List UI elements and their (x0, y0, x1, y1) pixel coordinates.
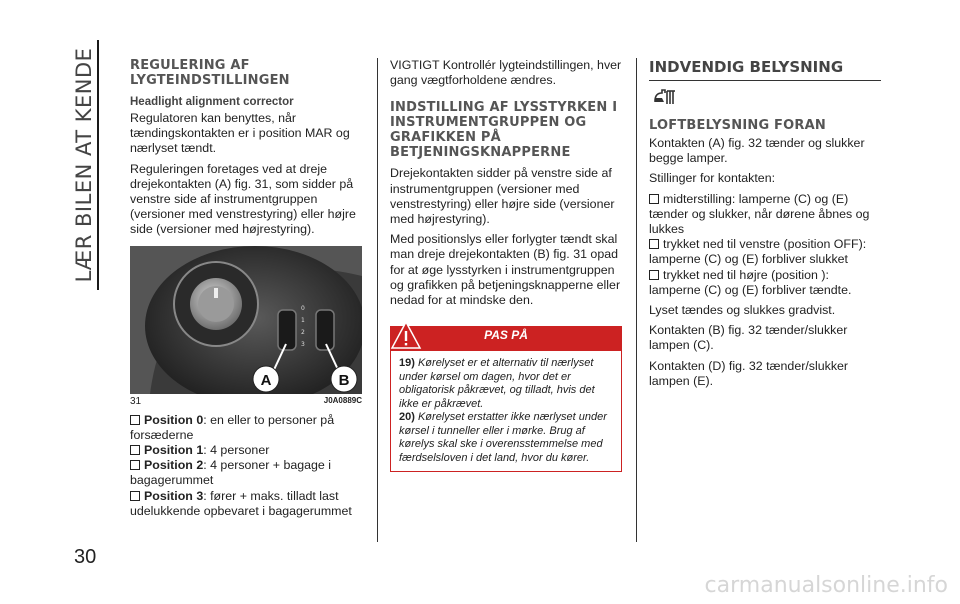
column-3 (649, 58, 881, 394)
paragraph: Drejekontakten sidder på venstre side af instrumentgruppen (versioner med venstrestyring) eller højre side (versioner med højrestyring). (390, 166, 615, 227)
bullet-box-icon (649, 239, 659, 249)
position-text: : 4 personer (203, 443, 270, 458)
list-item (130, 413, 362, 443)
list-item (130, 489, 362, 519)
caution-item (399, 357, 613, 411)
bullet-box-icon (130, 491, 140, 501)
watermark: carmanualsonline.info (704, 573, 948, 598)
figure-number: 31 (130, 395, 142, 407)
bullet-box-icon (130, 460, 140, 470)
position-text: : 4 personer + bagage i bagagerummet (130, 458, 332, 488)
paragraph: VIGTIGT Kontrollér lygteindstillingen, hver gang vægtforholdene ændres. (390, 58, 622, 88)
caution-text: Kørelyset er et alternativ til nærlyset under kørsel om dagen, hvor det er obligatorisk påkrævet, og tilladt, hvis det ikke er påkrævet. (399, 357, 595, 410)
bullet-box-icon (130, 415, 140, 425)
list-item-text: midterstilling: lamperne (C) og (E) tænder og slukker, når dørene åbnes og lukkes (649, 191, 870, 237)
label-a: A (260, 371, 272, 389)
caution-number: 20) (399, 411, 415, 424)
figure-31-photo (130, 246, 362, 394)
paragraph: Regulatoren kan benyttes, når tændingskontakten er i position MAR og nærlyset tændt. (130, 111, 350, 156)
position-label: Position 2 (144, 458, 204, 473)
heading-loftbelysning: LOFTBELYSNING FORAN (649, 118, 826, 133)
list-item-text: trykket ned til venstre (position OFF): lamperne (C) og (E) forbliver slukket (649, 237, 867, 267)
caution-box (390, 350, 622, 472)
figure-caption (130, 396, 362, 407)
list-item (649, 237, 881, 267)
caution-number: 19) (399, 357, 415, 370)
section-title: INDVENDIG BELYSNING (649, 58, 881, 81)
paragraph: Kontakten (D) fig. 32 tænder/slukker lampen (E). (649, 358, 849, 388)
dial-digit: 2 (301, 328, 305, 336)
list-item (649, 268, 881, 298)
chapter-title (55, 40, 115, 290)
heading-regulering: REGULERING AF LYGTEINDSTILLINGEN (130, 58, 290, 88)
paragraph: Med positionslys eller forlygter tændt skal man dreje drejekontakten (B) fig. 31 opad for at øge lysstyrken i instrumentgruppen og grafikken på betjeningsknapperne eller nedad for at mindske den. (390, 232, 621, 308)
bullet-box-icon (649, 194, 659, 204)
dial-digit: 0 (301, 304, 305, 312)
page-number: 30 (74, 546, 97, 568)
chapter-title-text: LÆR BILEN AT KENDE (72, 47, 96, 283)
list-item (649, 192, 881, 238)
column-divider (636, 58, 637, 542)
subheading-corrector: Headlight alignment corrector (130, 96, 294, 108)
column-1 (130, 58, 362, 519)
list-item (130, 443, 362, 458)
chapter-rule (97, 40, 99, 290)
paragraph: Lyset tændes og slukkes gradvist. (649, 303, 836, 318)
caution-text: Kørelyset erstatter ikke nærlyset under kørsel i tunneller eller i mørke. Brug af kørelys skal ske i overensstemmelse med færdselsloven i det land, hvor du kører. (399, 411, 607, 464)
label-b: B (338, 371, 350, 389)
heading-lysstyrke: INDSTILLING AF LYSSTYRKEN I INSTRUMENTGRUPPEN OG GRAFIKKEN PÅ BETJENINGSKNAPPERNE (390, 100, 618, 161)
list-item (130, 458, 362, 488)
paragraph: Kontakten (B) fig. 32 tænder/slukker lampen (C). (649, 323, 848, 353)
position-text: : en eller to personer på forsæderne (130, 412, 335, 442)
position-label: Position 0 (144, 412, 204, 427)
list-item-text: trykket ned til højre (position ): lamperne (C) og (E) forbliver tændte. (649, 267, 852, 297)
bullet-box-icon (130, 445, 140, 455)
position-label: Position 1 (144, 443, 204, 458)
bullet-box-icon (649, 270, 659, 280)
dial-digit: 1 (301, 316, 305, 324)
figure-code: J0A0889C (323, 395, 362, 405)
position-label: Position 3 (144, 488, 204, 503)
dial-digit: 3 (301, 340, 305, 348)
column-2 (390, 58, 622, 472)
caution-title: PAS PÅ (484, 328, 528, 343)
paragraph: Kontakten (A) fig. 32 tænder og slukker begge lamper. (649, 136, 865, 166)
interior-lamp-icon (651, 87, 881, 112)
caution-header (390, 322, 622, 350)
paragraph: Stillinger for kontakten: (649, 171, 776, 186)
caution-item (399, 411, 613, 465)
column-divider (377, 58, 378, 542)
position-text: : fører + maks. tilladt last udelukkende opbevaret i bagagerummet (130, 488, 352, 518)
paragraph: Reguleringen foretages ved at dreje drejekontakten (A) fig. 31, som sidder på venstre side af instrumentgruppen (versioner med venstrestyring) eller højre side (versioner med højrestyring). (130, 161, 356, 237)
